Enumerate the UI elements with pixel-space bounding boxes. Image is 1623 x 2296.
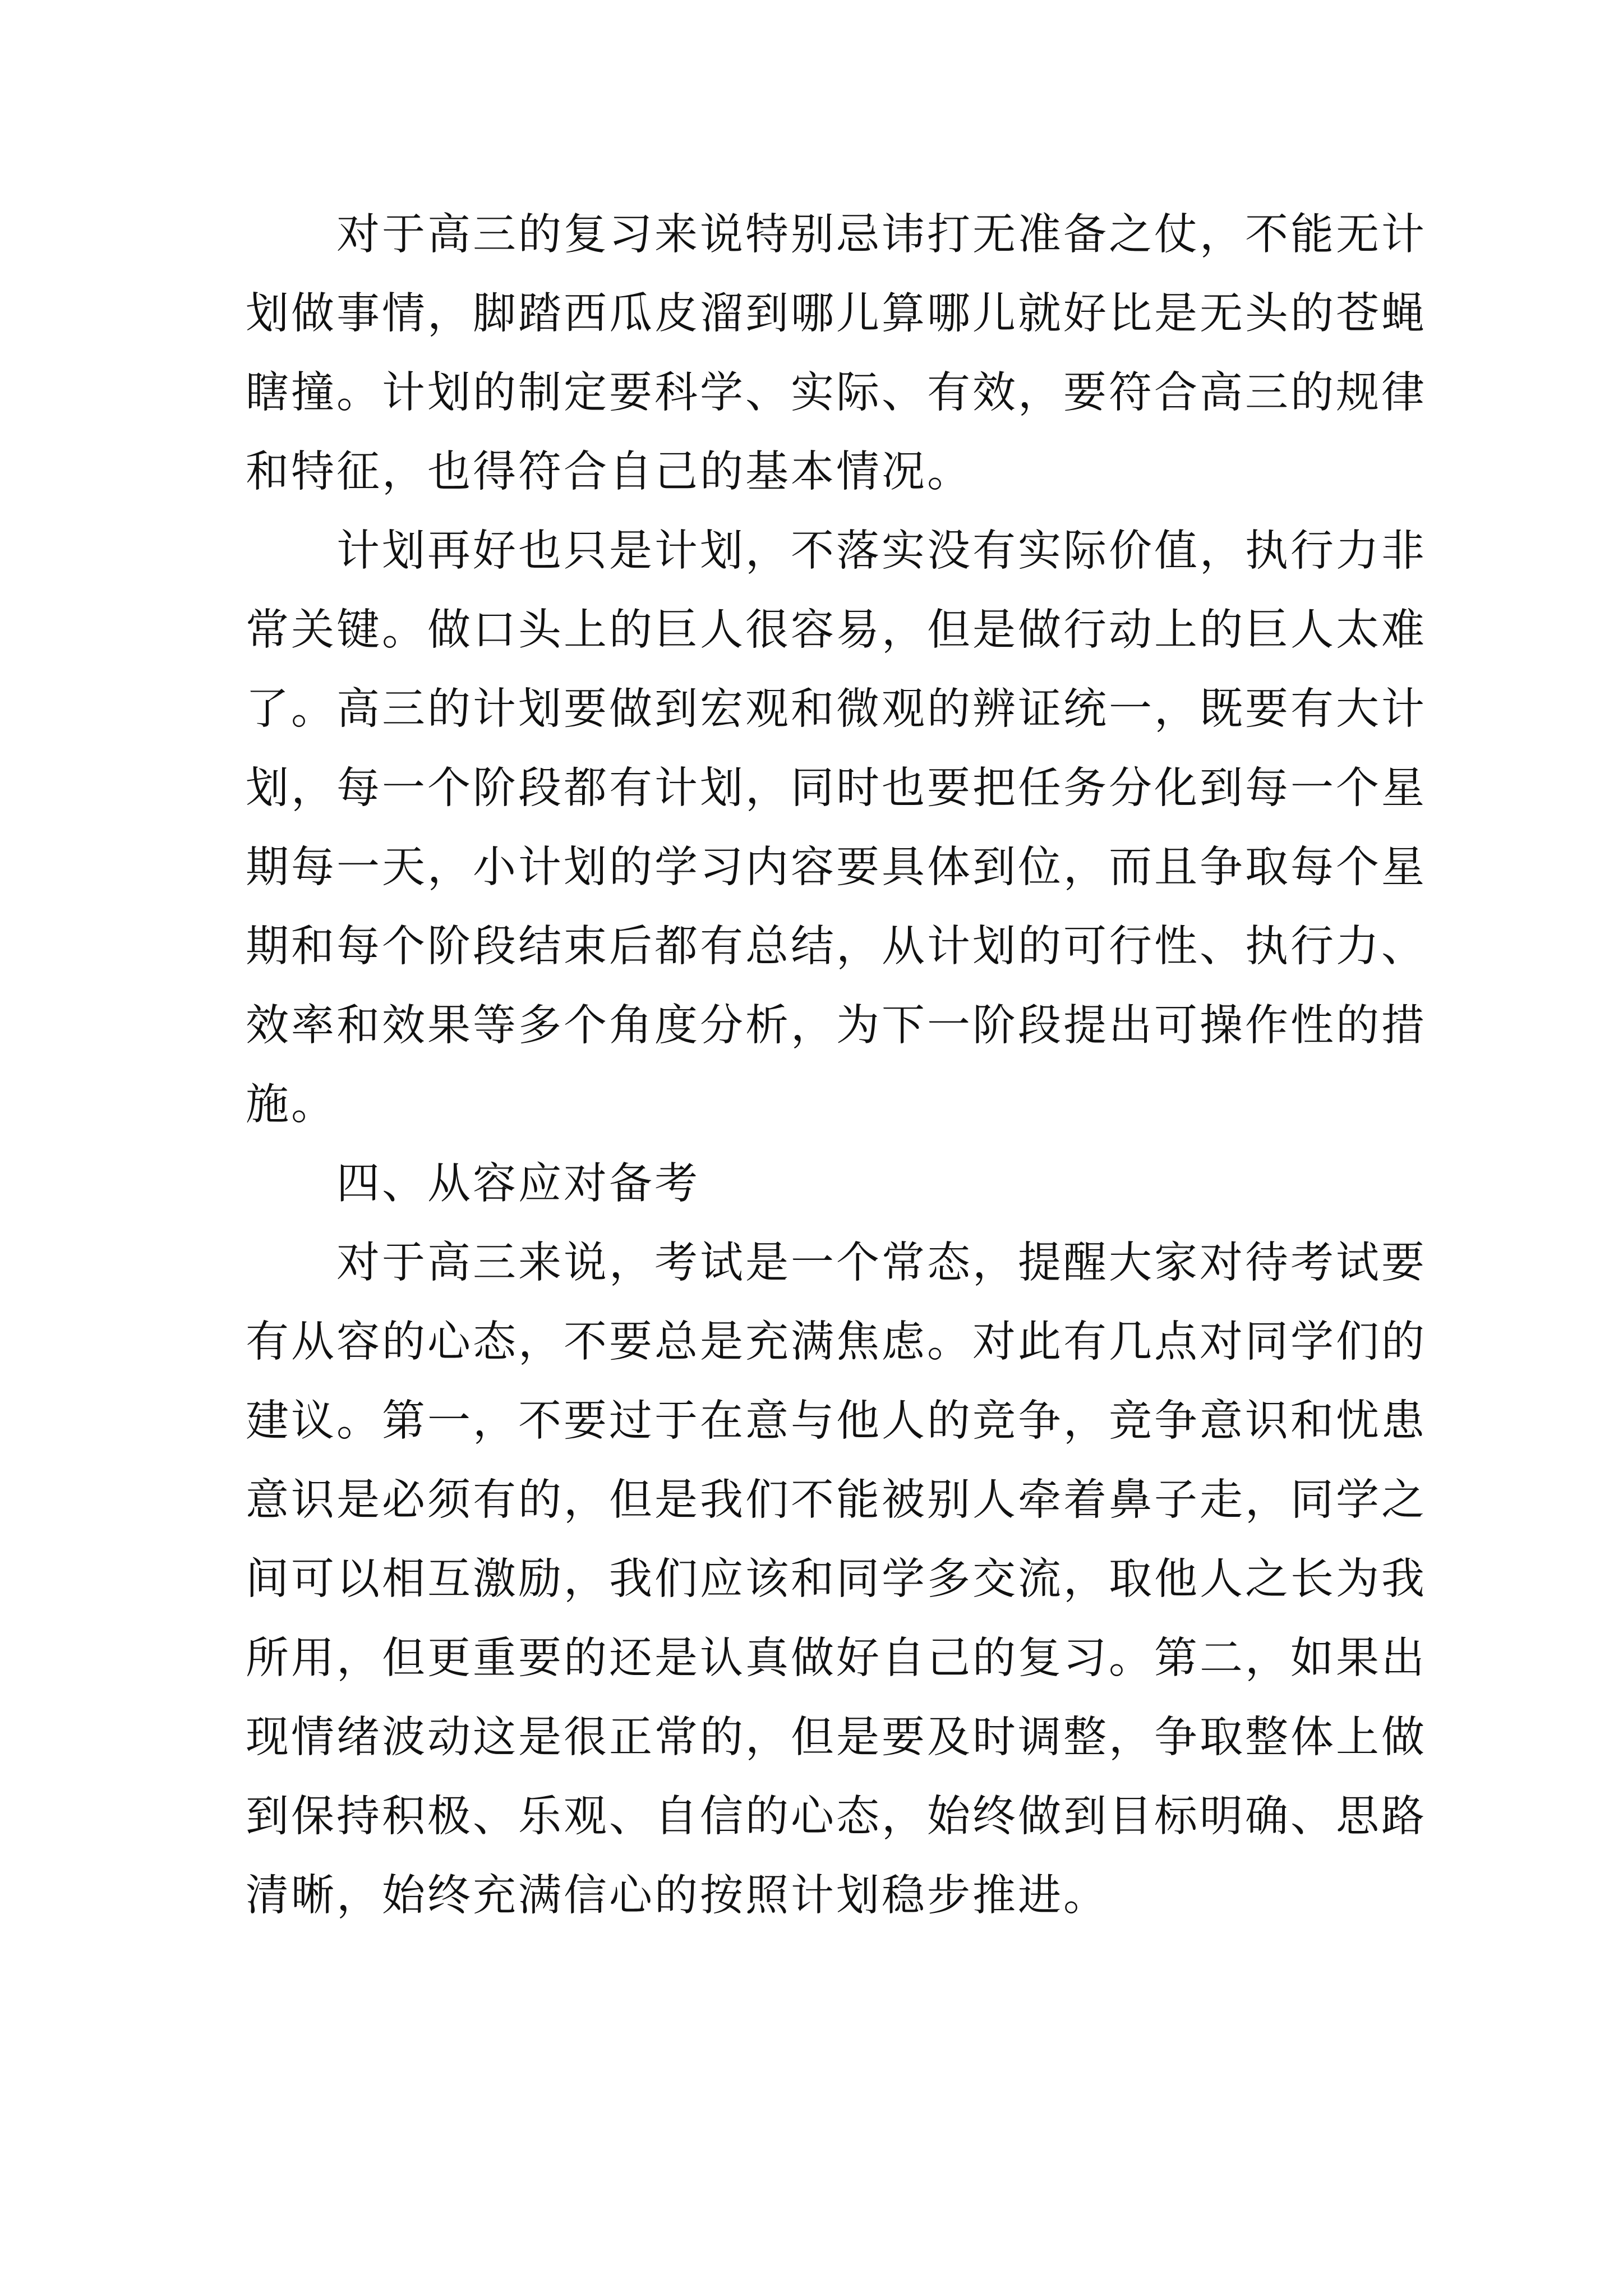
heading-text: 四、从容应对备考: [336, 1159, 700, 1209]
text-line: 间可以相互激励，我们应该和同学多交流，取他人之长为我: [246, 1554, 1427, 1604]
text-line: 效率和效果等多个角度分析，为下一阶段提出可操作性的措: [246, 1001, 1427, 1051]
text-line: 现情绪波动这是很正常的，但是要及时调整，争取整体上做: [246, 1713, 1427, 1763]
text-line: 计划再好也只是计划，不落实没有实际价值，执行力非: [336, 526, 1427, 576]
text-line: 划，每一个阶段都有计划，同时也要把任务分化到每一个星: [246, 763, 1427, 813]
text-line: 和特征，也得符合自己的基本情况。: [246, 447, 972, 497]
text-line: 对于高三来说，考试是一个常态，提醒大家对待考试要: [336, 1238, 1427, 1288]
text-line: 到保持积极、乐观、自信的心态，始终做到目标明确、思路: [246, 1792, 1427, 1842]
text-line: 划做事情，脚踏西瓜皮溜到哪儿算哪儿就好比是无头的苍蝇: [246, 289, 1427, 339]
text-line: 期和每个阶段结束后都有总结，从计划的可行性、执行力、: [246, 922, 1427, 972]
text-line: 了。高三的计划要做到宏观和微观的辨证统一，既要有大计: [246, 684, 1427, 734]
paragraph-2: [246, 512, 1427, 1144]
text-line: 施。: [246, 1080, 336, 1130]
paragraph-1: [246, 195, 1427, 512]
text-line: 对于高三的复习来说特别忌讳打无准备之仗，不能无计: [336, 210, 1427, 260]
text-line: 所用，但更重要的还是认真做好自己的复习。第二，如果出: [246, 1634, 1427, 1683]
text-line: 清晰，始终充满信心的按照计划稳步推进。: [246, 1871, 1109, 1921]
text-line: 常关键。做口头上的巨人很容易，但是做行动上的巨人太难: [246, 605, 1427, 655]
text-line: 瞎撞。计划的制定要科学、实际、有效，要符合高三的规律: [246, 368, 1427, 418]
text-line: 有从容的心态，不要总是充满焦虑。对此有几点对同学们的: [246, 1317, 1427, 1367]
document-body: [246, 195, 1427, 1935]
paragraph-3: [246, 1223, 1427, 1935]
text-line: 建议。第一，不要过于在意与他人的竞争，竞争意识和忧患: [246, 1396, 1427, 1446]
section-heading: [246, 1144, 1378, 1223]
text-line: 期每一天，小计划的学习内容要具体到位，而且争取每个星: [246, 843, 1427, 892]
text-line: 意识是必须有的，但是我们不能被别人牵着鼻子走，同学之: [246, 1475, 1427, 1525]
